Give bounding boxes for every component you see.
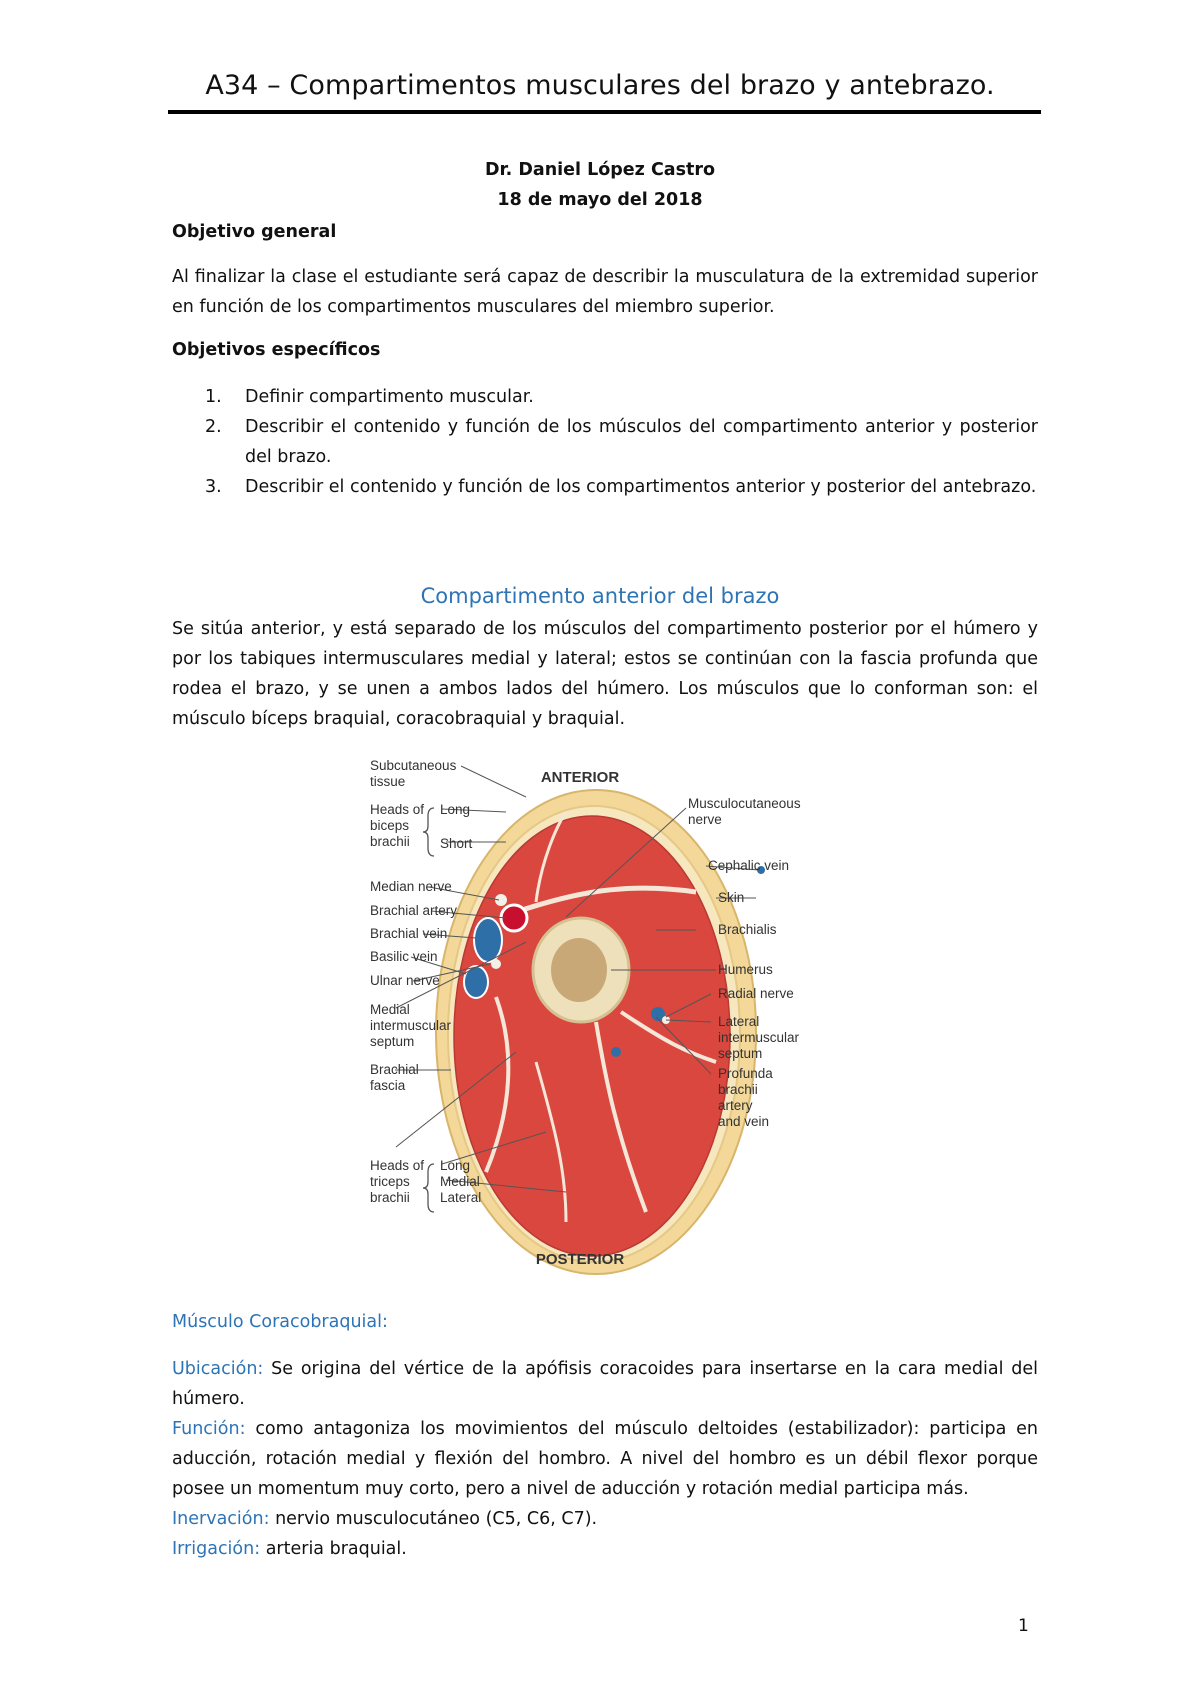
- svg-text:Cephalic vein: Cephalic vein: [708, 858, 790, 873]
- muscle-inervacion: Inervación: nervio musculocutáneo (C5, C6, C7).: [172, 1509, 598, 1529]
- svg-text:Lateral: Lateral: [440, 1190, 482, 1205]
- triceps-brace: [423, 1164, 434, 1212]
- svg-text:Basilic vein: Basilic vein: [370, 949, 438, 964]
- svg-text:nerve: nerve: [688, 812, 722, 827]
- list-item: 2. Describir el contenido y función de los músculos del compartimento anterior y posterior del brazo.: [205, 417, 1038, 467]
- svg-text:Subcutaneous: Subcutaneous: [370, 758, 457, 773]
- svg-text:Brachialis: Brachialis: [718, 922, 777, 937]
- svg-text:Brachial vein: Brachial vein: [370, 926, 448, 941]
- page-title: A34 – Compartimentos musculares del brazo y antebrazo.: [205, 70, 995, 101]
- muscle-funcion: Función: como antagoniza los movimientos del músculo deltoides (estabilizador): participa en aducción, rotación medial y flexión del hombro. A nivel del hombro es un débil flexor porque posee un momentum muy corto, pero a nivel de aducción y rotación medial participa más.: [172, 1419, 1038, 1499]
- ulnar-nerve-mark: [491, 959, 501, 969]
- svg-text:Medial: Medial: [370, 1002, 410, 1017]
- svg-text:Lateral: Lateral: [718, 1014, 760, 1029]
- humerus-marrow: [551, 938, 607, 1002]
- svg-text:Profunda: Profunda: [718, 1066, 773, 1081]
- svg-text:and vein: and vein: [718, 1114, 770, 1129]
- svg-text:septum: septum: [718, 1046, 763, 1061]
- objective-general-heading: Objetivo general: [172, 222, 337, 242]
- title-rule: [168, 110, 1041, 114]
- objectives-list: [172, 382, 1038, 502]
- label-anterior: ANTERIOR: [540, 769, 620, 786]
- svg-text:Skin: Skin: [718, 890, 745, 905]
- svg-text:Long: Long: [440, 802, 471, 817]
- svg-text:tissue: tissue: [370, 774, 406, 789]
- svg-text:brachii: brachii: [370, 1190, 410, 1205]
- svg-text:Heads of: Heads of: [370, 1158, 425, 1173]
- svg-text:Brachial: Brachial: [370, 1062, 419, 1077]
- svg-text:Musculocutaneous: Musculocutaneous: [688, 796, 801, 811]
- list-item: 3. Describir el contenido y función de los compartimentos anterior y posterior del antebrazo.: [205, 477, 1037, 497]
- svg-text:Humerus: Humerus: [718, 962, 773, 977]
- svg-text:Long: Long: [440, 1158, 471, 1173]
- svg-text:Heads of: Heads of: [370, 802, 425, 817]
- svg-text:Medial: Medial: [440, 1174, 480, 1189]
- objective-general-text: Al finalizar la clase el estudiante será capaz de describir la musculatura de la extremidad superior en función de los compartimentos musculares del miembro superior.: [172, 267, 1038, 317]
- list-item: 1. Definir compartimento muscular.: [205, 387, 534, 407]
- section-text: Se sitúa anterior, y está separado de los músculos del compartimento posterior por el húmero y por los tabiques intermusculares medial y lateral; estos se continúan con la fascia profunda que rodea el brazo, y se unen a ambos lados del húmero. Los músculos que lo conforman son: el músculo bíceps braquial, coracobraquial y braquial.: [172, 619, 1038, 729]
- author: Dr. Daniel López Castro: [484, 160, 716, 180]
- svg-text:brachii: brachii: [370, 834, 410, 849]
- svg-text:brachii: brachii: [718, 1082, 758, 1097]
- svg-text:biceps: biceps: [370, 818, 410, 833]
- svg-text:fascia: fascia: [370, 1078, 406, 1093]
- arm-cross-section-figure: [366, 752, 852, 1276]
- svg-text:artery: artery: [718, 1098, 753, 1113]
- svg-text:septum: septum: [370, 1034, 415, 1049]
- brachial-vein-mark: [474, 918, 502, 962]
- svg-text:Ulnar nerve: Ulnar nerve: [370, 973, 440, 988]
- biceps-brace: [423, 808, 434, 856]
- svg-text:intermuscular: intermuscular: [718, 1030, 800, 1045]
- objectives-specific-heading: Objetivos específicos: [172, 340, 381, 360]
- section-heading: Compartimento anterior del brazo: [420, 584, 780, 608]
- svg-text:Radial nerve: Radial nerve: [718, 986, 794, 1001]
- vessel-mark: [611, 1047, 621, 1057]
- basilic-vein-mark: [464, 966, 488, 998]
- svg-text:Short: Short: [440, 836, 473, 851]
- svg-text:intermuscular: intermuscular: [370, 1018, 452, 1033]
- svg-text:Brachial artery: Brachial artery: [370, 903, 458, 918]
- muscle-mass: [454, 816, 730, 1256]
- label-posterior: POSTERIOR: [535, 1251, 625, 1268]
- svg-text:triceps: triceps: [370, 1174, 410, 1189]
- svg-text:Median nerve: Median nerve: [370, 879, 452, 894]
- date: 18 de mayo del 2018: [497, 190, 703, 210]
- page-number: 1: [1018, 1616, 1029, 1636]
- muscle-heading: Músculo Coracobraquial:: [172, 1312, 388, 1332]
- muscle-ubicacion: Ubicación: Se origina del vértice de la apófisis coracoides para insertarse en la cara medial del húmero.: [172, 1359, 1038, 1409]
- muscle-irrigacion: Irrigación: arteria braquial.: [172, 1539, 407, 1559]
